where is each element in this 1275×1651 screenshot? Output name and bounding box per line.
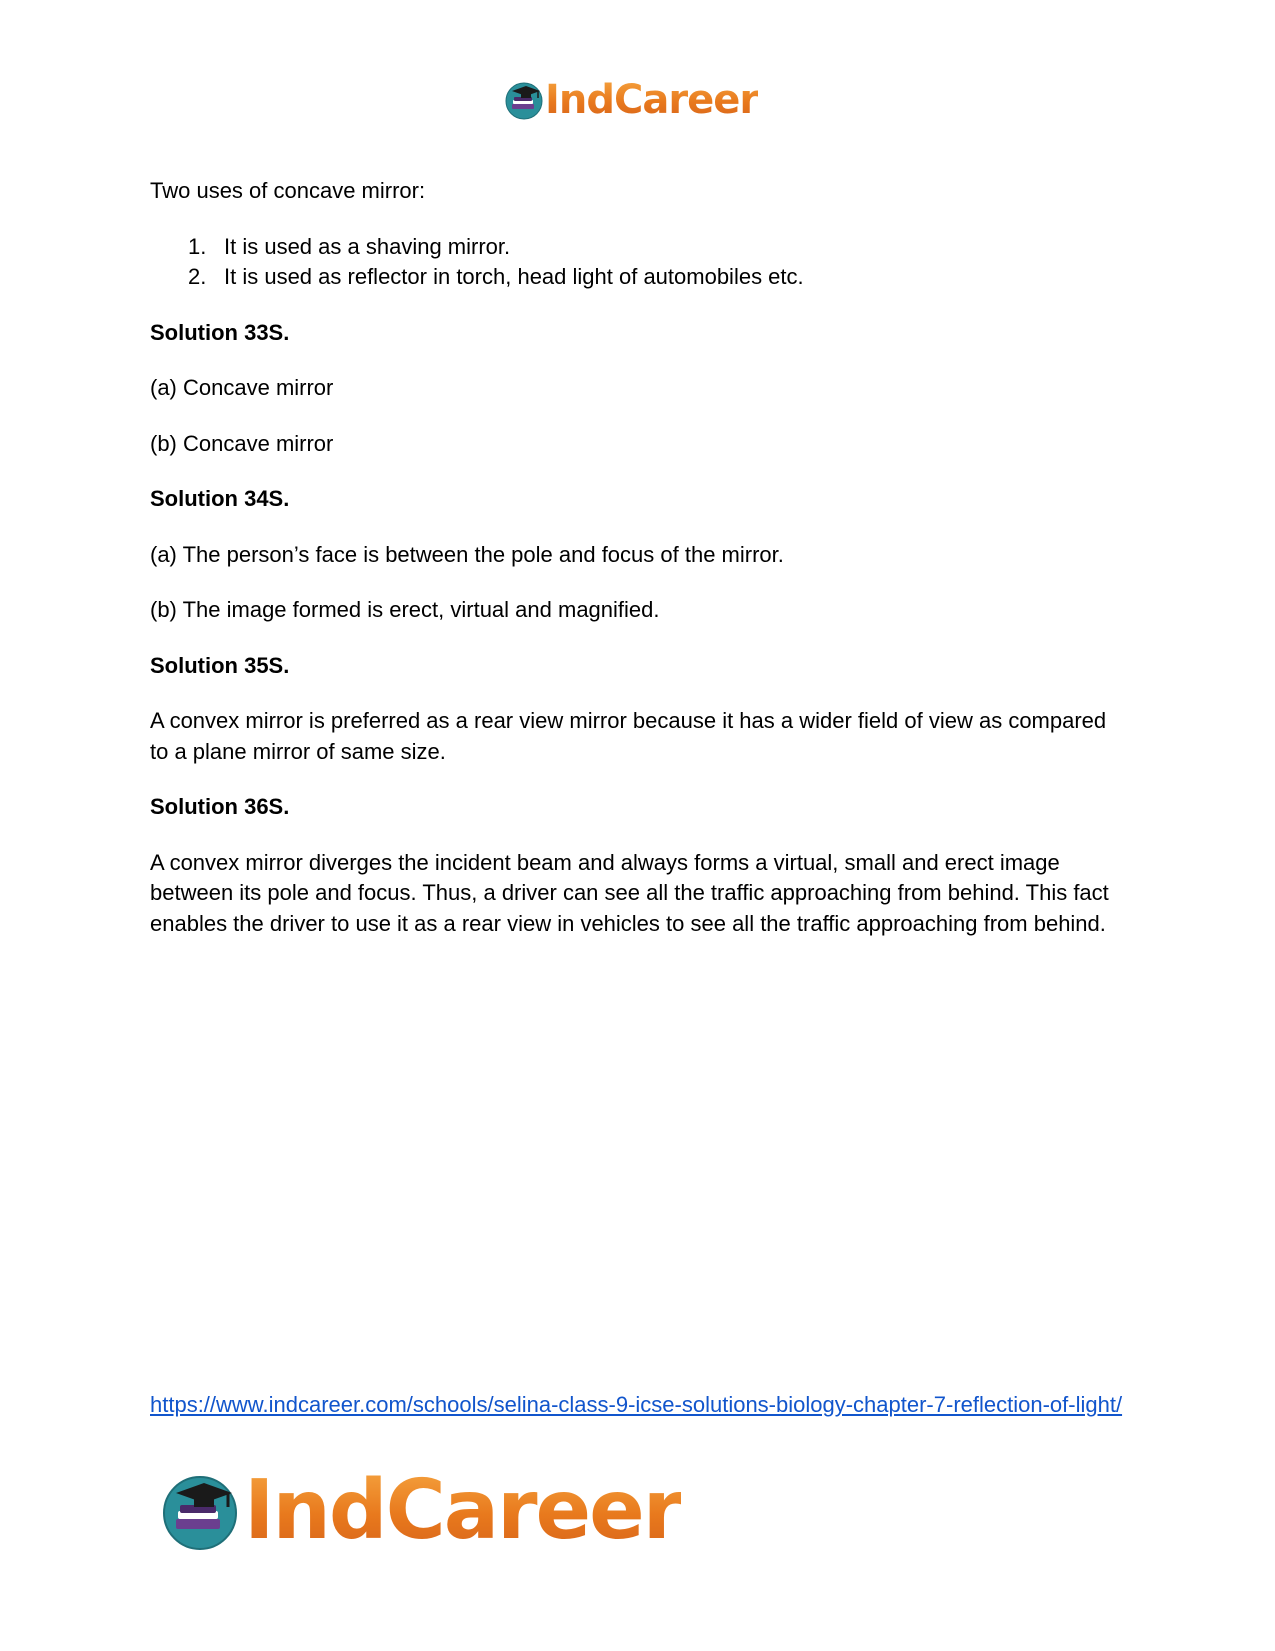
source-link[interactable]: https://www.indcareer.com/schools/selina-class-9-icse-solutions-biology-chapter-7-reflection-of-light/ — [150, 1392, 1123, 1417]
document-body — [150, 176, 1130, 964]
footer-logo — [160, 1463, 682, 1558]
solution-34-heading: Solution 34S. — [150, 486, 290, 511]
graduation-cap-books-icon — [504, 80, 544, 120]
solution-35-heading: Solution 35S. — [150, 652, 290, 678]
graduation-cap-books-icon — [160, 1471, 240, 1551]
solution-36-heading: Solution 36S. — [150, 794, 290, 819]
list-item-text: It is used as a shaving mirror. — [224, 233, 511, 259]
list-item — [150, 262, 1130, 293]
header-logo-text: IndCareer — [545, 77, 759, 123]
header-logo — [504, 77, 759, 123]
solution-35-answer: A convex mirror is preferred as a rear view mirror because it has a wider field of view as compared to a plane mirror of same size. — [150, 708, 1107, 764]
solution-34-answer-a: (a) The person’s face is between the pole and focus of the mirror. — [150, 541, 784, 567]
list-item-text: It is used as reflector in torch, head light of automobiles etc. — [224, 264, 804, 289]
list-item-number: 2. — [188, 264, 207, 289]
list-item — [150, 232, 1130, 263]
solution-33-heading: Solution 33S. — [150, 319, 290, 345]
solution-33-answer-a: (a) Concave mirror — [150, 375, 334, 400]
uses-list — [150, 232, 1130, 293]
list-item-number: 1. — [188, 233, 207, 259]
solution-34-answer-b: (b) The image formed is erect, virtual and magnified. — [150, 597, 660, 622]
intro-text: Two uses of concave mirror: — [150, 178, 426, 203]
footer-logo-text: IndCareer — [244, 1463, 682, 1558]
solution-36-answer: A convex mirror diverges the incident beam and always forms a virtual, small and erect image between its pole and focus. Thus, a driver can see all the traffic approaching from behind. This fact enables the driver to use it as a rear view in vehicles to see all the traffic approaching from behind. — [150, 849, 1109, 936]
solution-33-answer-b: (b) Concave mirror — [150, 430, 334, 456]
